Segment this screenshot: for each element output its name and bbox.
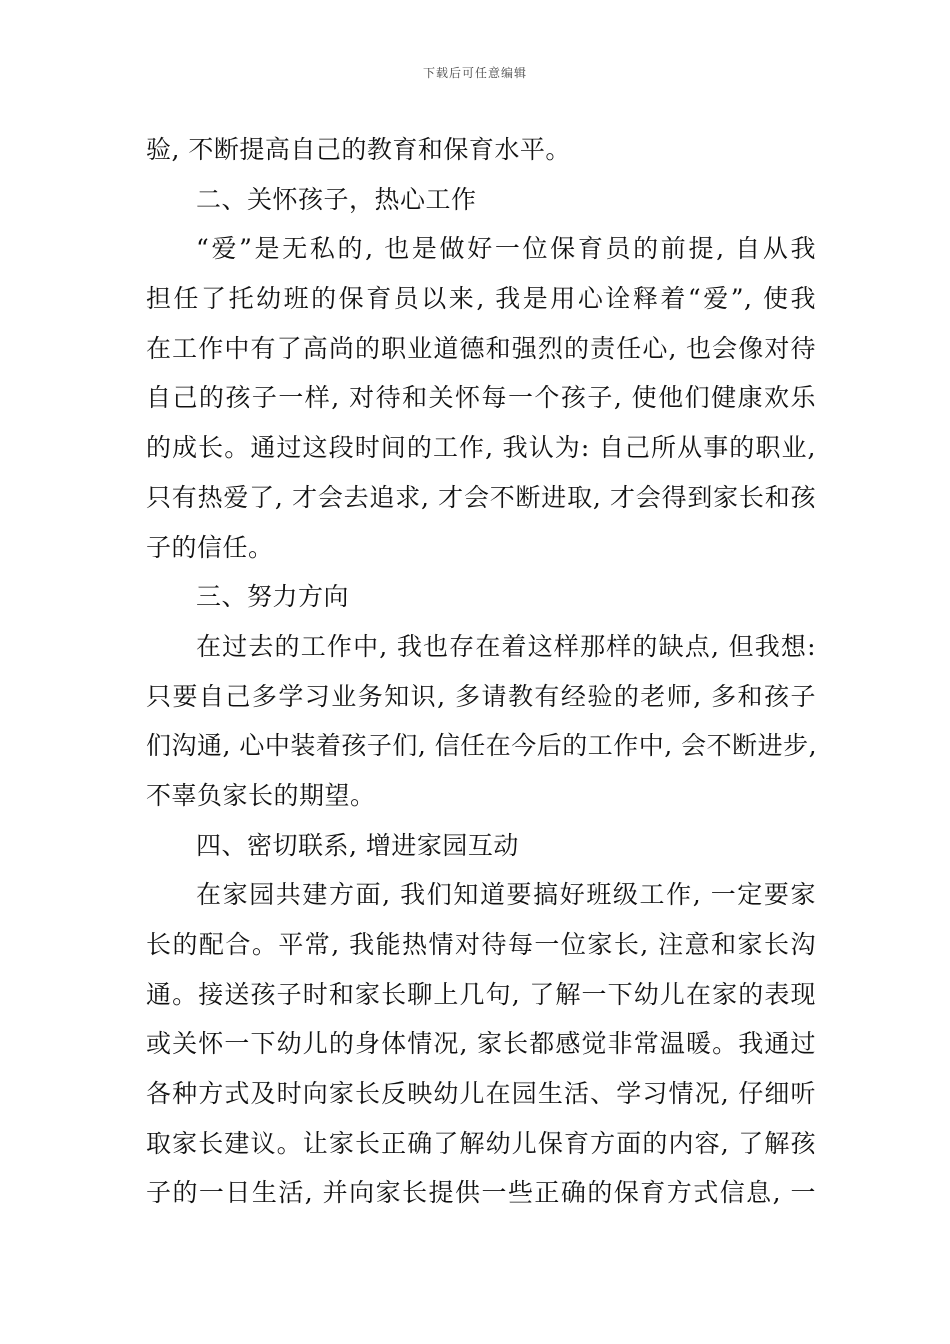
text-line: “爱”是无私的, 也是做好一位保育员的前提, 自从我	[196, 234, 816, 264]
text-line: 在家园共建方面, 我们知道要搞好班级工作, 一定要家	[196, 880, 816, 910]
text-line: 只要自己多学习业务知识, 多请教有经验的老师, 多和孩子	[146, 681, 816, 711]
text-line: 各种方式及时向家长反映幼儿在园生活、学习情况, 仔细听	[146, 1079, 816, 1109]
section-heading-care: 二、关怀孩子，热心工作	[196, 184, 477, 214]
text-line: 验, 不断提高自己的教育和保育水平。	[146, 135, 571, 164]
text-line: 担任了托幼班的保育员以来, 我是用心诠释着“爱”, 使我	[146, 284, 816, 314]
document-body	[146, 125, 816, 1218]
text-line: 在工作中有了高尚的职业道德和强烈的责任心, 也会像对待	[146, 333, 816, 363]
text-line: 在过去的工作中, 我也存在着这样那样的缺点, 但我想:	[196, 631, 816, 661]
section-heading-direction: 三、努力方向	[196, 582, 350, 612]
text-line: 的成长。通过这段时间的工作, 我认为: 自己所从事的职业,	[146, 433, 816, 463]
text-line: 自己的孩子一样, 对待和关怀每一个孩子, 使他们健康欢乐	[146, 383, 816, 413]
text-line: 通。接送孩子时和家长聊上几句, 了解一下幼儿在家的表现	[146, 979, 816, 1009]
text-line: 子的一日生活, 并向家长提供一些正确的保育方式信息, 一	[146, 1178, 816, 1208]
text-line: 不辜负家长的期望。	[146, 780, 376, 810]
text-line: 们沟通, 心中装着孩子们, 信任在今后的工作中, 会不断进步,	[146, 731, 818, 761]
text-line: 取家长建议。让家长正确了解幼儿保育方面的内容, 了解孩	[146, 1128, 816, 1158]
text-line: 或关怀一下幼儿的身体情况, 家长都感觉非常温暖。我通过	[146, 1029, 816, 1059]
section-heading-contact: 四、密切联系, 增进家园互动	[196, 830, 519, 860]
text-line: 子的信任。	[146, 532, 274, 562]
page-header: 下载后可任意编辑	[422, 66, 527, 80]
text-line: 长的配合。平常, 我能热情对待每一位家长, 注意和家长沟	[146, 930, 816, 959]
text-line: 只有热爱了, 才会去追求, 才会不断进取, 才会得到家长和孩	[146, 482, 816, 512]
